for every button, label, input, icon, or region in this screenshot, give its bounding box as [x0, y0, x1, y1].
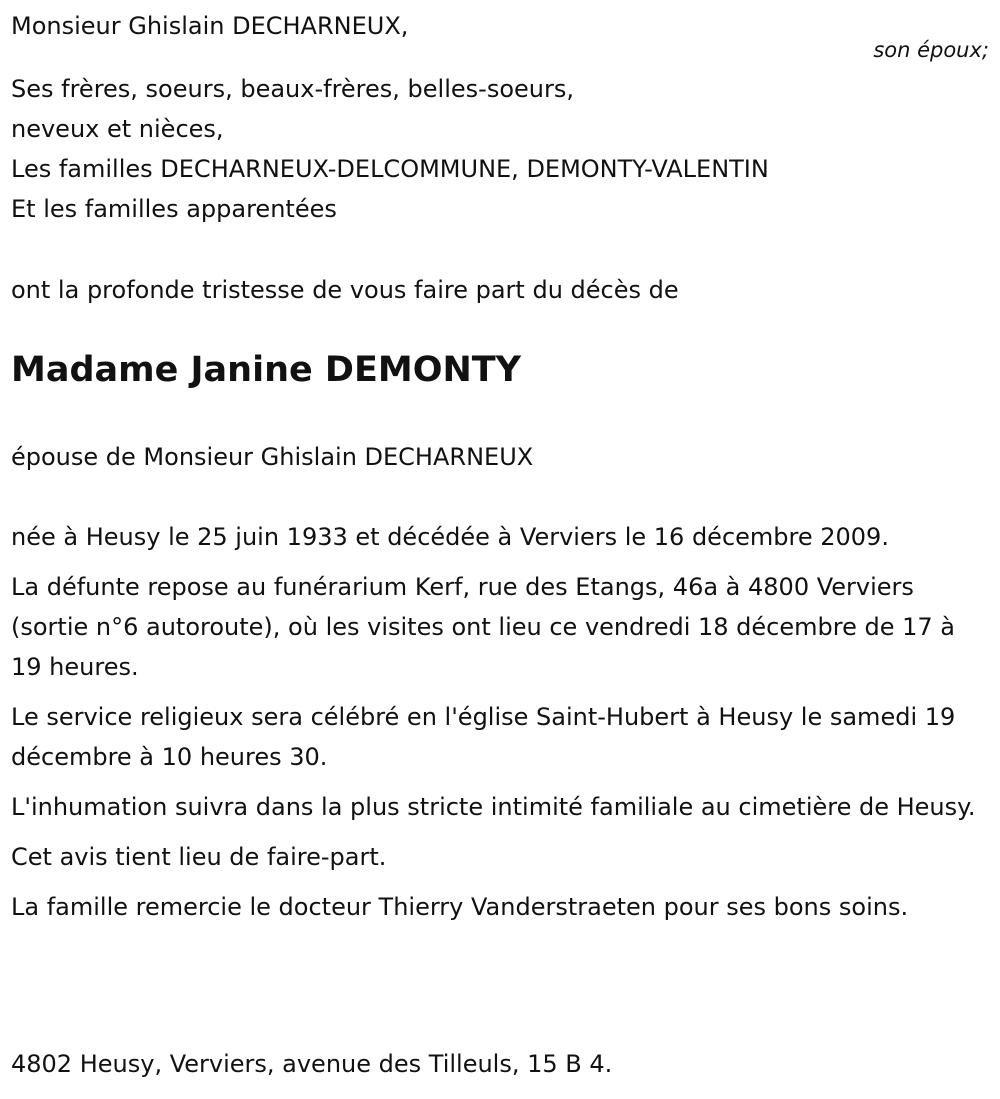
details-section [11, 517, 991, 937]
detail-paragraph: Cet avis tient lieu de faire-part. [11, 843, 387, 871]
spouse-line: épouse de Monsieur Ghislain DECHARNEUX [11, 443, 534, 471]
family-list [11, 69, 769, 229]
detail-paragraph: La famille remercie le docteur Thierry Vanderstraeten pour ses bons soins. [11, 893, 909, 921]
detail-paragraph: née à Heusy le 25 juin 1933 et décédée à Verviers le 16 décembre 2009. [11, 523, 889, 551]
family-line: neveux et nièces, [11, 115, 224, 143]
detail-paragraph: L'inhumation suivra dans la plus stricte intimité familiale au cimetière de Heusy. [11, 793, 976, 821]
family-line: Ses frères, soeurs, beaux-frères, belles-soeurs, [11, 75, 574, 103]
address-line: 4802 Heusy, Verviers, avenue des Tilleuls, 15 B 4. [11, 1050, 613, 1078]
detail-paragraph: La défunte repose au funérarium Kerf, rue des Etangs, 46a à 4800 Verviers (sortie n°6 autoroute), où les visites ont lieu ce vendredi 18 décembre de 17 à 19 heures. [11, 573, 955, 681]
detail-paragraph: Le service religieux sera célébré en l'église Saint-Hubert à Heusy le samedi 19 décembre à 10 heures 30. [11, 703, 956, 771]
announcement-text: ont la profonde tristesse de vous faire part du décès de [11, 276, 679, 304]
family-line: Et les familles apparentées [11, 195, 337, 223]
husband-line: Monsieur Ghislain DECHARNEUX, [11, 12, 409, 40]
family-line: Les familles DECHARNEUX-DELCOMMUNE, DEMONTY-VALENTIN [11, 155, 769, 183]
deceased-name: Madame Janine DEMONTY [11, 350, 521, 390]
husband-role: son époux; [873, 38, 989, 62]
